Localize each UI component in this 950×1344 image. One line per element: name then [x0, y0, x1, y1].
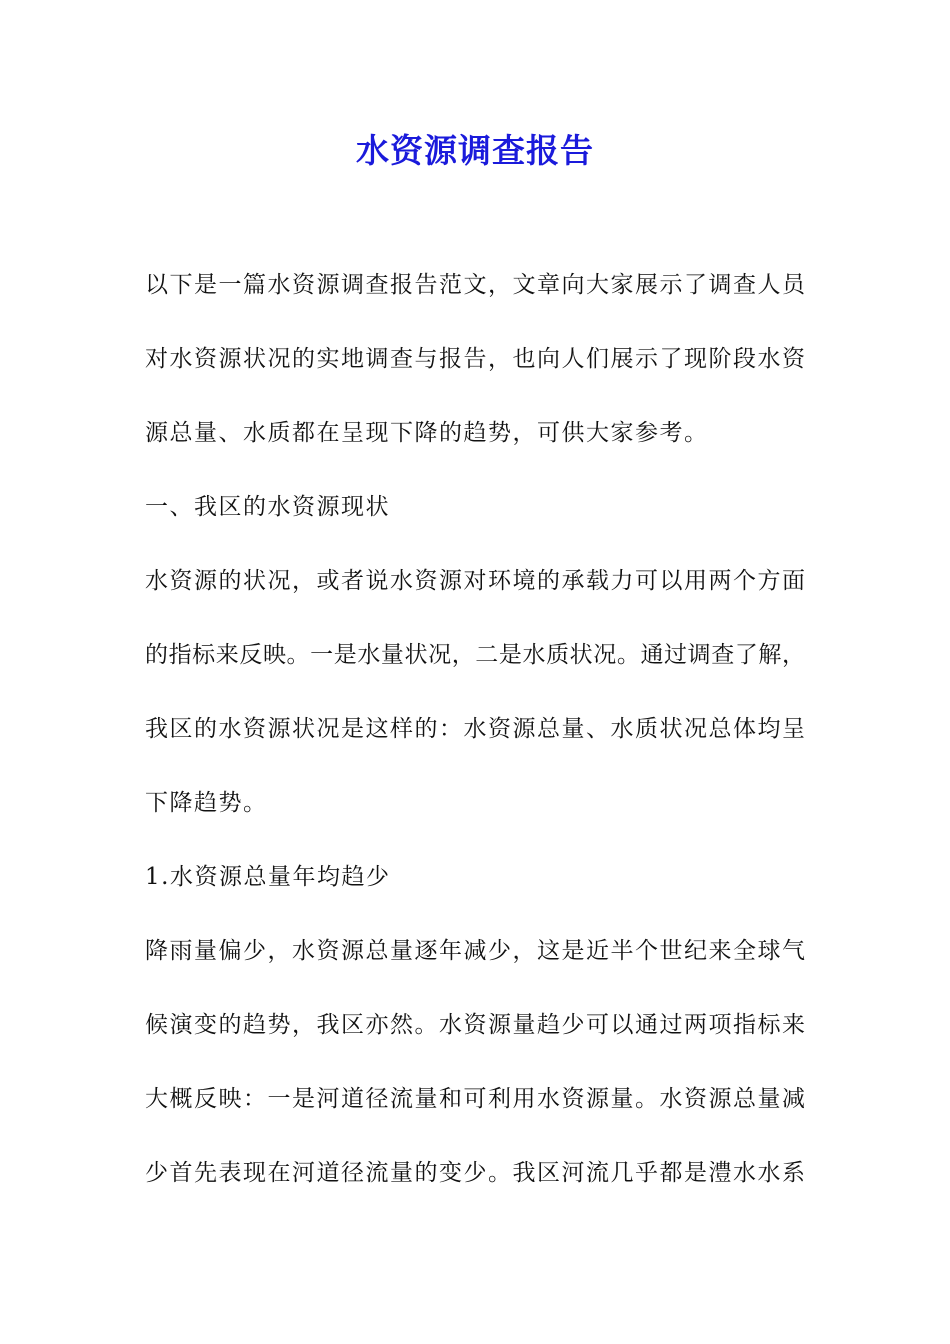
paragraph-line: 大概反映：一是河道径流量和可利用水资源量。水资源总量减	[145, 1086, 805, 1112]
document-body	[145, 260, 805, 1222]
paragraph-line: 少首先表现在河道径流量的变少。我区河流几乎都是澧水水系	[145, 1160, 805, 1186]
document-title: 水资源调查报告	[356, 131, 594, 170]
paragraph-line: 源总量、水质都在呈现下降的趋势，可供大家参考。	[145, 420, 709, 446]
paragraph-line: 的指标来反映。一是水量状况，二是水质状况。通过调查了解，	[145, 642, 805, 668]
paragraph-line: 我区的水资源状况是这样的：水资源总量、水质状况总体均呈	[145, 716, 805, 742]
paragraph-line: 对水资源状况的实地调查与报告，也向人们展示了现阶段水资	[145, 346, 805, 372]
paragraph-line: 降雨量偏少，水资源总量逐年减少，这是近半个世纪来全球气	[145, 938, 805, 964]
paragraph-line: 水资源的状况，或者说水资源对环境的承载力可以用两个方面	[145, 568, 805, 594]
paragraph-line: 以下是一篇水资源调查报告范文，文章向大家展示了调查人员	[145, 272, 805, 298]
paragraph-line: 下降趋势。	[145, 790, 268, 816]
section-heading: 一、我区的水资源现状	[145, 494, 390, 520]
paragraph-line: 候演变的趋势，我区亦然。水资源量趋少可以通过两项指标来	[145, 1012, 805, 1038]
subsection-heading: 1.水资源总量年均趋少	[145, 864, 391, 890]
